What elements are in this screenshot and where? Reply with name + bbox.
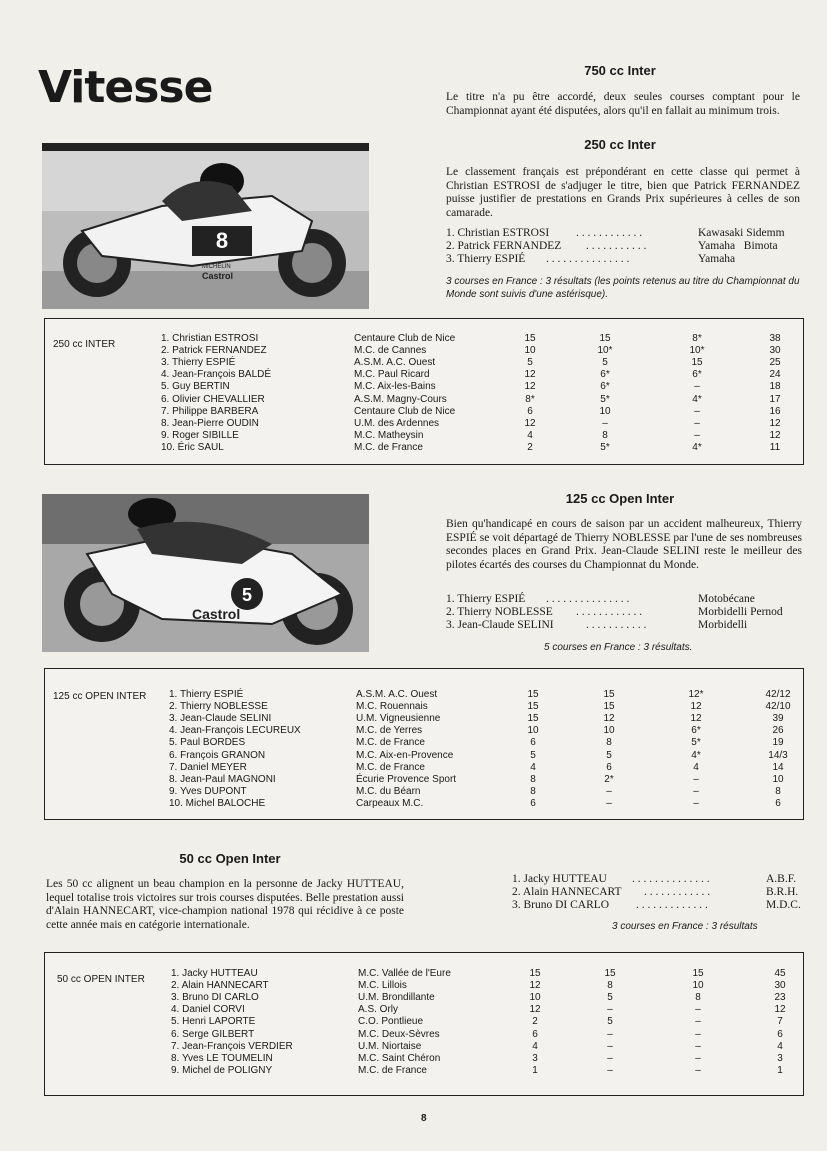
race2-points: – bbox=[606, 797, 612, 809]
race1-points: 8* bbox=[525, 393, 535, 405]
table-row bbox=[45, 798, 801, 810]
total-points: 7 bbox=[777, 1016, 783, 1028]
sponsor-label-1: Castrol bbox=[202, 271, 234, 281]
note-250: 3 courses en France : 3 résultats (les points retenus au titre du Championnat du Monde sont suivis d'une astérisque). bbox=[446, 276, 800, 300]
race2-points: 2* bbox=[604, 773, 614, 785]
club-name: M.C. Saint Chéron bbox=[358, 1052, 441, 1064]
race3-points: 10 bbox=[692, 980, 704, 992]
race3-points: 12 bbox=[690, 701, 702, 713]
rider-name: 5. Paul BORDES bbox=[169, 737, 246, 749]
total-points: 17 bbox=[769, 393, 781, 405]
table-row bbox=[45, 1016, 801, 1028]
race3-points: – bbox=[695, 1052, 701, 1064]
brand-label-1: MICHELIN bbox=[202, 264, 231, 270]
rider-name: 4. Jean-François BALDÉ bbox=[161, 369, 272, 381]
rider-name: 8. Jean-Paul MAGNONI bbox=[169, 773, 276, 785]
race2-points: 15 bbox=[604, 968, 616, 979]
heading-125: 125 cc Open Inter bbox=[565, 491, 675, 506]
motorcycle-photo-2 bbox=[42, 494, 369, 652]
rider-name: 3. Jean-Claude SELINI bbox=[169, 713, 272, 725]
club-name: Centaure Club de Nice bbox=[354, 405, 456, 417]
table-row bbox=[45, 333, 801, 345]
table-row bbox=[45, 980, 801, 992]
table-row bbox=[45, 406, 801, 418]
rider-name: 8. Jean-Pierre OUDIN bbox=[161, 417, 259, 429]
club-name: M.C. Deux-Sèvres bbox=[358, 1028, 440, 1040]
total-points: 45 bbox=[774, 968, 786, 979]
race3-points: – bbox=[695, 1016, 701, 1028]
race3-points: 8* bbox=[692, 333, 702, 344]
race3-points: 15 bbox=[692, 968, 704, 979]
race1-points: 8 bbox=[530, 785, 536, 797]
race2-points: 5 bbox=[607, 1016, 613, 1028]
table-row bbox=[45, 442, 801, 454]
race2-points: 6* bbox=[600, 369, 610, 381]
rider-name: 5. Henri LAPORTE bbox=[171, 1016, 256, 1028]
race1-points: 15 bbox=[527, 713, 539, 725]
race1-points: 12 bbox=[524, 381, 536, 393]
motorcycle-illustration-1 bbox=[42, 151, 369, 309]
race3-points: 12* bbox=[688, 689, 704, 700]
results-table-125 bbox=[44, 668, 804, 820]
race2-points: 10* bbox=[597, 345, 613, 357]
race3-points: – bbox=[695, 1028, 701, 1040]
heading-750: 750 cc Inter bbox=[584, 63, 656, 78]
race3-points: 4* bbox=[692, 393, 702, 405]
total-points: 16 bbox=[769, 405, 781, 417]
rider-name: 2. Alain HANNECART bbox=[171, 980, 269, 992]
ranking-row: 1. Jacky HUTTEAU . . . . . . . . . . . . . . A.B.F. bbox=[512, 873, 797, 885]
race3-points: 6* bbox=[692, 369, 702, 381]
club-name: Écurie Provence Sport bbox=[356, 773, 457, 785]
rider-name: 1. Jacky HUTTEAU bbox=[171, 968, 258, 979]
table-row bbox=[45, 786, 801, 798]
table-row bbox=[45, 725, 801, 737]
race1-points: 15 bbox=[527, 701, 539, 713]
race2-points: – bbox=[607, 1040, 613, 1052]
race2-points: – bbox=[607, 1052, 613, 1064]
total-points: 30 bbox=[769, 345, 781, 357]
text-250: Le classement français est prépondérant en cette classe qui permet à Christian ESTROSI de s'adjuger le titre, bien que Patrick FERNANDEZ puisse justifier de prestations en Grands Prix supérieures à celles de son camarade. bbox=[446, 166, 800, 219]
club-name: M.C. Lillois bbox=[358, 980, 407, 992]
race1-points: 15 bbox=[529, 968, 541, 979]
table-row bbox=[45, 750, 801, 762]
race1-points: 15 bbox=[524, 333, 536, 344]
rider-name: 8. Yves LE TOUMELIN bbox=[171, 1052, 273, 1064]
race3-points: – bbox=[694, 429, 700, 441]
club-name: U.M. Vigneusienne bbox=[356, 713, 441, 725]
race1-points: 2 bbox=[532, 1016, 538, 1028]
total-points: 12 bbox=[774, 1004, 786, 1016]
rider-name: 3. Thierry ESPIÉ bbox=[161, 357, 236, 369]
race3-points: 10* bbox=[689, 345, 705, 357]
ranking-row: 2. Thierry NOBLESSE . . . . . . . . . . . . Morbidelli Pernod bbox=[446, 606, 783, 618]
rider-name: 9. Yves DUPONT bbox=[169, 785, 247, 797]
total-points: 25 bbox=[769, 357, 781, 369]
race1-points: 4 bbox=[527, 429, 533, 441]
club-name: A.S. Orly bbox=[358, 1004, 399, 1016]
total-points: 38 bbox=[769, 333, 781, 344]
results-table-50 bbox=[44, 952, 804, 1096]
total-points: 4 bbox=[777, 1040, 783, 1052]
table-row bbox=[45, 1065, 801, 1077]
club-name: M.C. Aix-en-Provence bbox=[356, 749, 454, 761]
table-row bbox=[45, 357, 801, 369]
total-points: 12 bbox=[769, 417, 781, 429]
club-name: M.C. de France bbox=[356, 737, 425, 749]
club-name: A.S.M. Magny-Cours bbox=[354, 393, 447, 405]
rider-name: 2. Thierry NOBLESSE bbox=[169, 701, 268, 713]
table-row bbox=[45, 1053, 801, 1065]
ranking-row: 3. Thierry ESPIÉ . . . . . . . . . . . . . . . Yamaha bbox=[446, 253, 736, 265]
total-points: 11 bbox=[769, 441, 781, 453]
motorcycle-photo-1 bbox=[42, 143, 369, 309]
club-name: M.C. Aix-les-Bains bbox=[354, 381, 436, 393]
club-name: U.M. Brondillante bbox=[358, 992, 435, 1004]
race2-points: – bbox=[607, 1064, 613, 1076]
ranking-125 bbox=[446, 593, 802, 632]
club-name: M.C. de France bbox=[354, 441, 423, 453]
total-points: 10 bbox=[772, 773, 784, 785]
race3-points: – bbox=[693, 773, 699, 785]
total-points: 1 bbox=[777, 1064, 783, 1076]
race2-points: 8 bbox=[606, 737, 612, 749]
race3-points: 4* bbox=[692, 441, 702, 453]
table-row bbox=[45, 968, 801, 980]
ranking-row: 3. Jean-Claude SELINI . . . . . . . . . . . Morbidelli bbox=[446, 619, 748, 631]
race2-points: 5 bbox=[607, 992, 613, 1004]
club-name: M.C. de Cannes bbox=[354, 345, 427, 357]
club-name: M.C. Vallée de l'Eure bbox=[358, 968, 451, 979]
total-points: 42/12 bbox=[765, 689, 791, 700]
race1-points: 6 bbox=[527, 405, 533, 417]
table-row bbox=[45, 992, 801, 1004]
ranking-50 bbox=[512, 873, 804, 912]
race1-points: 15 bbox=[527, 689, 539, 700]
race2-points: 6 bbox=[606, 761, 612, 773]
total-points: 14 bbox=[772, 761, 784, 773]
race2-points: 8 bbox=[607, 980, 613, 992]
ranking-row: 2. Alain HANNECART . . . . . . . . . . . . B.R.H. bbox=[512, 886, 799, 898]
rider-name: 10. Michel BALOCHE bbox=[169, 797, 266, 809]
table-row bbox=[45, 1004, 801, 1016]
table-label: 50 cc OPEN INTER bbox=[57, 974, 145, 985]
ranking-row: 1. Thierry ESPIÉ . . . . . . . . . . . . . . . Motobécane bbox=[446, 593, 755, 605]
club-name: A.S.M. A.C. Ouest bbox=[354, 357, 436, 369]
rider-name: 7. Philippe BARBERA bbox=[161, 405, 259, 417]
race3-points: 12 bbox=[690, 713, 702, 725]
text-750: Le titre n'a pu être accordé, deux seules courses comptant pour le Championnat ayant été disputées, alors qu'il en fallait au minimum trois. bbox=[446, 91, 800, 117]
page-number: 8 bbox=[421, 1113, 427, 1124]
race-number-2: 5 bbox=[241, 585, 253, 605]
club-name: A.S.M. A.C. Ouest bbox=[356, 689, 438, 700]
race1-points: 6 bbox=[530, 797, 536, 809]
table-row bbox=[45, 394, 801, 406]
club-name: M.C. Matheysin bbox=[354, 429, 424, 441]
race3-points: 5* bbox=[691, 737, 701, 749]
table-label: 250 cc INTER bbox=[53, 339, 116, 350]
motorcycle-illustration-2 bbox=[42, 494, 369, 652]
rider-name: 4. Daniel CORVI bbox=[171, 1004, 245, 1016]
rider-name: 7. Jean-François VERDIER bbox=[171, 1040, 293, 1052]
ranking-250 bbox=[446, 227, 802, 266]
heading-50: 50 cc Open Inter bbox=[179, 851, 281, 866]
race1-points: 12 bbox=[529, 1004, 541, 1016]
race1-points: 12 bbox=[529, 980, 541, 992]
race2-points: 8 bbox=[602, 429, 608, 441]
race2-points: – bbox=[607, 1028, 613, 1040]
text-50: Les 50 cc alignent un beau champion en la personne de Jacky HUTTEAU, lequel totalise trois victoires sur trois courses disputées. Belle prestation aussi d'Alain HANNECART, vice-champion national 1978 qui récidive à ce poste cette année mais en catégorie internationale. bbox=[46, 878, 404, 931]
rider-name: 6. Serge GILBERT bbox=[171, 1028, 255, 1040]
race2-points: 10 bbox=[603, 725, 615, 737]
rider-name: 4. Jean-François LECUREUX bbox=[169, 725, 301, 737]
results-table-250 bbox=[44, 318, 804, 465]
total-points: 23 bbox=[774, 992, 786, 1004]
race3-points: 15 bbox=[691, 357, 703, 369]
club-name: C.O. Pontlieue bbox=[358, 1016, 424, 1028]
table-row bbox=[45, 689, 801, 701]
race1-points: 8 bbox=[530, 773, 536, 785]
rider-name: 6. François GRANON bbox=[169, 749, 266, 761]
table-row bbox=[45, 701, 801, 713]
race1-points: 10 bbox=[524, 345, 536, 357]
ranking-row: 1. Christian ESTROSI . . . . . . . . . . . . Kawasaki Sidemm bbox=[446, 227, 785, 239]
rider-name: 9. Roger SIBILLE bbox=[161, 429, 239, 441]
table-row bbox=[45, 381, 801, 393]
table-row bbox=[45, 713, 801, 725]
club-name: M.C. de France bbox=[358, 1064, 427, 1076]
ranking-row: 2. Patrick FERNANDEZ . . . . . . . . . . . Yamaha Bimota bbox=[446, 240, 778, 252]
race3-points: 8 bbox=[695, 992, 701, 1004]
race2-points: 5* bbox=[600, 441, 610, 453]
race2-points: – bbox=[602, 417, 608, 429]
race3-points: – bbox=[694, 381, 700, 393]
race1-points: 5 bbox=[527, 357, 533, 369]
race3-points: – bbox=[693, 797, 699, 809]
rider-name: 5. Guy BERTIN bbox=[161, 381, 230, 393]
race-number-1: 8 bbox=[215, 228, 229, 253]
race2-points: 15 bbox=[603, 689, 615, 700]
race3-points: 6* bbox=[691, 725, 701, 737]
total-points: 18 bbox=[769, 381, 781, 393]
race3-points: 4 bbox=[693, 761, 699, 773]
race2-points: 15 bbox=[603, 701, 615, 713]
page-title: Vitesse bbox=[38, 62, 213, 113]
total-points: 14/3 bbox=[768, 749, 788, 761]
club-name: M.C. du Béarn bbox=[356, 785, 421, 797]
race2-points: 15 bbox=[599, 333, 611, 344]
table-row bbox=[45, 369, 801, 381]
rider-name: 2. Patrick FERNANDEZ bbox=[161, 345, 267, 357]
race3-points: – bbox=[694, 405, 700, 417]
race2-points: 10 bbox=[599, 405, 611, 417]
note-50: 3 courses en France : 3 résultats bbox=[612, 921, 758, 932]
race2-points: 5* bbox=[600, 393, 610, 405]
race1-points: 1 bbox=[532, 1064, 538, 1076]
total-points: 3 bbox=[777, 1052, 783, 1064]
race1-points: 4 bbox=[532, 1040, 538, 1052]
race2-points: – bbox=[606, 785, 612, 797]
table-label: 125 cc OPEN INTER bbox=[53, 691, 147, 702]
club-name: U.M. Niortaise bbox=[358, 1040, 422, 1052]
total-points: 6 bbox=[775, 797, 781, 809]
club-name: M.C. Rouennais bbox=[356, 701, 428, 713]
race3-points: – bbox=[695, 1040, 701, 1052]
race3-points: – bbox=[695, 1064, 701, 1076]
rider-name: 3. Bruno DI CARLO bbox=[171, 992, 259, 1004]
total-points: 19 bbox=[772, 737, 784, 749]
rider-name: 9. Michel de POLIGNY bbox=[171, 1064, 273, 1076]
total-points: 24 bbox=[769, 369, 781, 381]
table-row bbox=[45, 430, 801, 442]
race1-points: 4 bbox=[530, 761, 536, 773]
race2-points: 5 bbox=[602, 357, 608, 369]
race3-points: 4* bbox=[691, 749, 701, 761]
race2-points: 6* bbox=[600, 381, 610, 393]
race2-points: – bbox=[607, 1004, 613, 1016]
sponsor-label-2: Castrol bbox=[192, 606, 241, 622]
race1-points: 5 bbox=[530, 749, 536, 761]
total-points: 26 bbox=[772, 725, 784, 737]
rider-name: 1. Thierry ESPIÉ bbox=[169, 689, 244, 700]
race1-points: 6 bbox=[532, 1028, 538, 1040]
total-points: 39 bbox=[772, 713, 784, 725]
heading-250: 250 cc Inter bbox=[584, 137, 656, 152]
race1-points: 2 bbox=[527, 441, 533, 453]
club-name: U.M. des Ardennes bbox=[354, 417, 440, 429]
race1-points: 3 bbox=[532, 1052, 538, 1064]
rider-name: 6. Olivier CHEVALLIER bbox=[161, 393, 265, 405]
note-125: 5 courses en France : 3 résultats. bbox=[544, 642, 693, 653]
race1-points: 12 bbox=[524, 417, 536, 429]
ranking-row: 3. Bruno DI CARLO . . . . . . . . . . . . . M.D.C. bbox=[512, 899, 801, 911]
club-name: M.C. de Yerres bbox=[356, 725, 423, 737]
total-points: 12 bbox=[769, 429, 781, 441]
table-row bbox=[45, 762, 801, 774]
race3-points: – bbox=[695, 1004, 701, 1016]
table-row bbox=[45, 345, 801, 357]
total-points: 30 bbox=[774, 980, 786, 992]
table-row bbox=[45, 1041, 801, 1053]
race2-points: 12 bbox=[603, 713, 615, 725]
race2-points: 5 bbox=[606, 749, 612, 761]
race3-points: – bbox=[693, 785, 699, 797]
race1-points: 12 bbox=[524, 369, 536, 381]
club-name: Carpeaux M.C. bbox=[356, 797, 424, 809]
club-name: Centaure Club de Nice bbox=[354, 333, 456, 344]
text-125: Bien qu'handicapé en cours de saison par un accident malheureux, Thierry ESPIÉ se voit départagé de Thierry NOBLESSE par l'une de ses nombreuses secondes places en Grand Prix. Jean-Claude SELINI reste le meilleur des pilotes écartés des courses du Championnat du Monde. bbox=[446, 518, 802, 571]
table-row bbox=[45, 774, 801, 786]
club-name: M.C. de France bbox=[356, 761, 425, 773]
total-points: 6 bbox=[777, 1028, 783, 1040]
club-name: M.C. Paul Ricard bbox=[354, 369, 430, 381]
race1-points: 10 bbox=[529, 992, 541, 1004]
table-row bbox=[45, 418, 801, 430]
total-points: 8 bbox=[775, 785, 781, 797]
table-row bbox=[45, 737, 801, 749]
race1-points: 6 bbox=[530, 737, 536, 749]
table-row bbox=[45, 1029, 801, 1041]
race1-points: 10 bbox=[527, 725, 539, 737]
rider-name: 1. Christian ESTROSI bbox=[161, 333, 259, 344]
race3-points: – bbox=[694, 417, 700, 429]
rider-name: 10. Éric SAUL bbox=[161, 441, 224, 453]
total-points: 42/10 bbox=[765, 701, 791, 713]
rider-name: 7. Daniel MEYER bbox=[169, 761, 247, 773]
